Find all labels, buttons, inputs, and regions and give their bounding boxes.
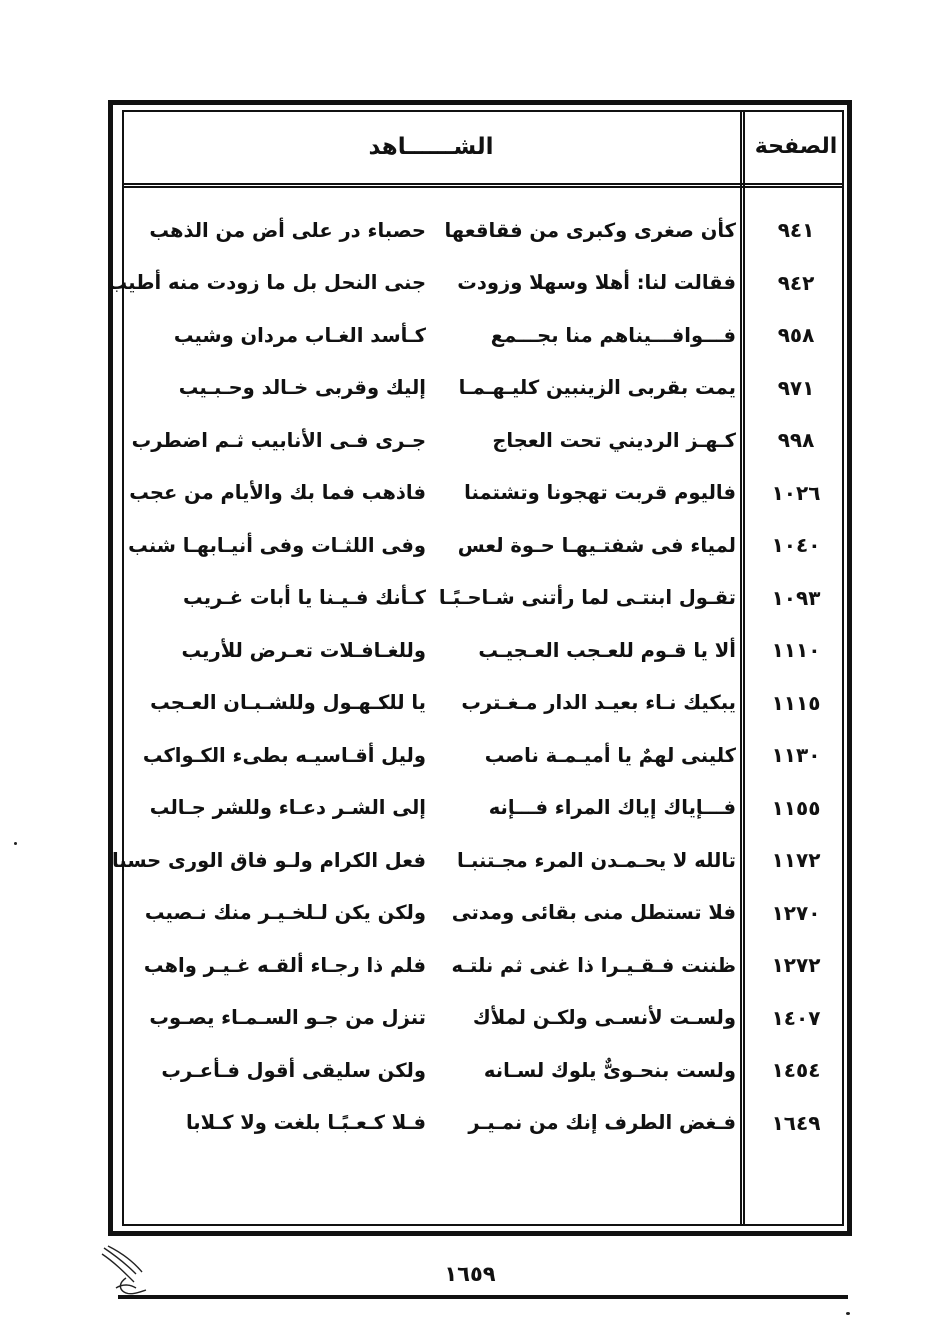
verse-first-hemistich: تقـول ابنتـى لما رأتنى شـاحـبًـا <box>438 586 736 609</box>
table-row <box>122 677 844 730</box>
verse-second-hemistich: تنزل من جـو السـمـاء يصـوب <box>149 1006 426 1029</box>
table-row <box>122 467 844 520</box>
page-number: ١٦٥٩ <box>444 1262 496 1286</box>
page-ref: ٩٩٨ <box>777 428 815 452</box>
table-row <box>122 1097 844 1150</box>
page-ref: ١٠٤٠ <box>771 533 821 557</box>
table-row <box>122 624 844 677</box>
verse-first-hemistich: فـــوافـــيناهم منا بجـــمع <box>490 323 736 347</box>
table-row <box>122 414 844 467</box>
page-ref: ١٠٩٣ <box>771 585 821 610</box>
page-ref: ١١٧٢ <box>771 848 821 872</box>
page-ref: ١١١٥ <box>771 690 821 715</box>
table-row <box>122 729 844 782</box>
verse-first-hemistich: ظننت فـقـيـرا ذا غنى ثم نلتـه <box>451 953 736 977</box>
page-ref: ١١١٠ <box>771 638 821 662</box>
verse-first-hemistich: ولست بنحـوىٌّ يلوك لسـانه <box>483 1058 736 1082</box>
table-row <box>122 572 844 625</box>
verse-first-hemistich: فلا تستطل منى بقائى ومدتى <box>451 901 736 924</box>
verse-first-hemistich: فـغض الطرف إنك من نمـيـر <box>468 1111 736 1134</box>
page-ref: ١٤٥٤ <box>771 1058 821 1082</box>
page-ref: ٩٧١ <box>777 375 815 400</box>
verse-first-hemistich: لمياء فى شفتـيهـا حـوة لعس <box>457 533 736 557</box>
table-row <box>122 519 844 572</box>
verse-second-hemistich: كـأنك فـيـنا يا أبات غـريب <box>183 586 426 609</box>
table-row <box>122 992 844 1045</box>
table-row <box>122 782 844 835</box>
page-ref: ١١٣٠ <box>771 743 821 767</box>
table-row <box>122 887 844 940</box>
table-row <box>107 257 844 310</box>
table-row <box>122 309 844 362</box>
verse-second-hemistich: جنى النحل بل ما زودت منه أطيب <box>107 271 426 294</box>
table-row <box>122 939 844 992</box>
scan-speck <box>14 842 17 845</box>
verse-first-hemistich: كـهـز الرديني تحت العجاج <box>492 428 736 452</box>
verse-list <box>107 204 844 1149</box>
verse-second-hemistich: يا للكـهـول وللشـبـان العـجب <box>150 691 426 714</box>
verse-first-hemistich: فاليوم قربت تهجونا وتشتمنا <box>464 481 736 504</box>
page-ref: ٩٥٨ <box>777 323 815 347</box>
verse-first-hemistich: كلينى لهمٌ يا أميـمـة ناصب <box>484 743 736 767</box>
verse-first-hemistich: ألا يا قـوم للعـجب العـجيـب <box>478 638 736 662</box>
verse-first-hemistich: يمت بقربى الزينبين كليـهـمـا <box>458 376 736 399</box>
verse-second-hemistich: جـرى فـى الأنابيب ثـم اضطرب <box>131 428 426 452</box>
verse-first-hemistich: فقالت لنا: أهلا وسهلا وزودت <box>457 271 736 294</box>
verse-second-hemistich: ولكن سليقى أقول فـأعـرب <box>161 1058 426 1082</box>
table-row <box>122 1044 844 1097</box>
page-ref: ٩٤١ <box>777 218 815 242</box>
page-ref: ١٠٢٦ <box>771 480 821 505</box>
page-ref: ١١٥٥ <box>771 795 821 820</box>
page-ref: ١٤٠٧ <box>771 1005 821 1030</box>
page-ref: ١٢٧٠ <box>771 900 821 925</box>
verse-second-hemistich: وليل أقـاسيـه بطىء الكـواكب <box>142 743 426 767</box>
verse-first-hemistich: ولسـت لأنسـى ولكـن لملأك <box>472 1006 736 1029</box>
page-ref: ١٢٧٢ <box>771 953 821 977</box>
verse-first-hemistich: يبكيك نـاء بعيـد الدار مـغـترب <box>461 691 736 714</box>
verse-column-header: الشــــــاهد <box>368 133 494 160</box>
verse-second-hemistich: كـأسد الغـاب مردان وشيب <box>173 323 426 347</box>
verse-second-hemistich: وفى اللثـات وفى أنيـابهـا شنب <box>128 533 426 557</box>
header-divider <box>122 183 844 188</box>
table-row <box>112 834 844 887</box>
table-row <box>122 204 844 257</box>
verse-first-hemistich: فـــإياك إياك المراء فـــإنه <box>488 796 736 819</box>
verse-second-hemistich: وللغـافـلات تعـرض للأريب <box>181 638 426 662</box>
footer-rule <box>118 1295 848 1299</box>
verse-second-hemistich: فاذهب فما بك والأيام من عجب <box>129 481 426 504</box>
page-ref: ٩٤٢ <box>777 270 815 295</box>
verse-second-hemistich: حصباء در على أض من الذهب <box>149 218 426 242</box>
verse-second-hemistich: إلى الشـر دعـاء وللشر جـالب <box>149 796 426 819</box>
scan-speck <box>846 1312 850 1315</box>
page-column-header: الصفحة <box>754 134 838 159</box>
verse-second-hemistich: فلم ذا رجـاء ألقـه غـيـر واهب <box>143 953 426 977</box>
verse-first-hemistich: كأن صغرى وكبرى من فقاقعها <box>444 218 736 242</box>
verse-second-hemistich: فعل الكرام ولـو فاق الورى حسبا <box>112 848 426 872</box>
verse-second-hemistich: إليك وقربى خـالد وحـبـيب <box>178 376 426 399</box>
verse-second-hemistich: فـلا كـعـبًـا بلغت ولا كـلابا <box>185 1111 426 1134</box>
page-ref: ١٦٤٩ <box>771 1110 821 1135</box>
table-row <box>122 362 844 415</box>
verse-second-hemistich: ولكن يكن لـلخـيـر منك نـصيب <box>144 901 426 924</box>
verse-first-hemistich: تالله لا يحـمـدن المرء مجـتنبـا <box>457 848 736 872</box>
